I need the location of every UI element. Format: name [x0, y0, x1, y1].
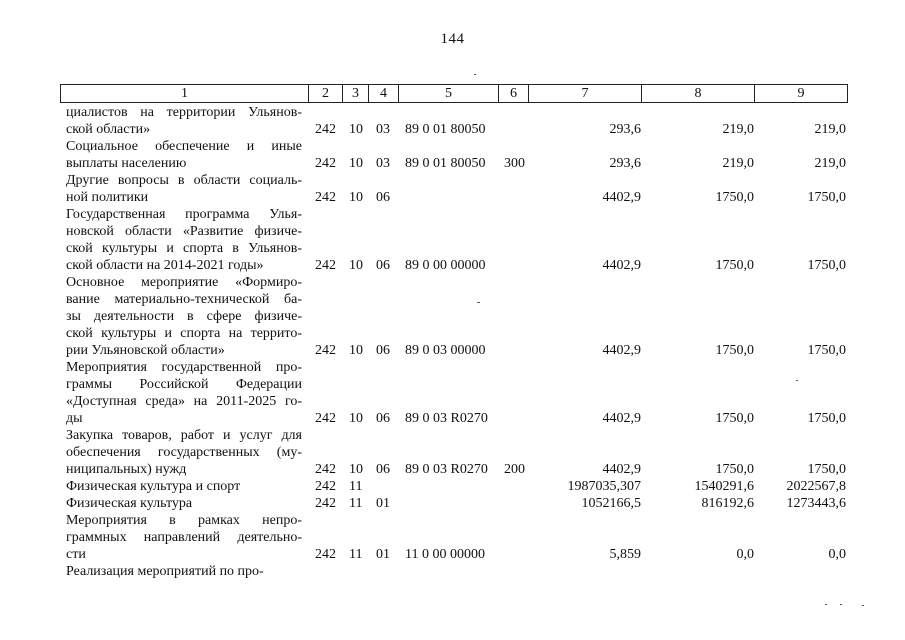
amount-year-1: 293,6	[609, 156, 641, 171]
target-article-code: 89 0 03 R0270	[405, 411, 488, 426]
amount-year-1: 293,6	[609, 122, 641, 137]
header-col-8: 8	[641, 84, 754, 103]
subsection-code: 03	[376, 156, 390, 171]
amount-year-3: 0,0	[828, 547, 846, 562]
row-description	[66, 495, 302, 512]
amount-year-2: 1750,0	[715, 411, 754, 426]
description-line: рии Ульяновской области»	[66, 343, 225, 358]
section-code: 10	[349, 411, 363, 426]
amount-year-3: 219,0	[814, 122, 846, 137]
description-line: Основное мероприятие «Формиро-	[66, 275, 302, 290]
row-description	[66, 359, 302, 427]
description-line: Другие вопросы в области социаль-	[66, 173, 302, 188]
table-row	[60, 206, 848, 274]
description-line: граммных направлений деятельно-	[66, 530, 302, 545]
header-col-5: 5	[398, 84, 498, 103]
header-col-4: 4	[368, 84, 398, 103]
table-header-row	[60, 84, 848, 103]
header-col-7: 7	[528, 84, 641, 103]
section-code: 10	[349, 156, 363, 171]
header-col-2: 2	[308, 84, 342, 103]
description-line: вание материально-технической ба-	[66, 292, 302, 307]
amount-year-2: 1750,0	[715, 343, 754, 358]
description-line: граммы Российской Федерации	[66, 377, 302, 392]
table-row	[60, 138, 848, 172]
amount-year-1: 4402,9	[602, 462, 641, 477]
target-article-code: 89 0 03 R0270	[405, 462, 488, 477]
description-line: Мероприятия в рамках непро-	[66, 513, 302, 528]
row-description	[66, 138, 302, 172]
section-code: 10	[349, 190, 363, 205]
header-col-3: 3	[342, 84, 368, 103]
description-line: ской культуры и спорта на террито-	[66, 326, 302, 341]
section-code: 11	[349, 479, 363, 494]
section-code: 11	[349, 496, 363, 511]
ministry-code: 242	[315, 122, 336, 137]
description-line: ской области»	[66, 122, 151, 137]
scan-speck	[840, 604, 842, 605]
subsection-code: 01	[376, 496, 390, 511]
description-line: новской области «Развитие физиче-	[66, 224, 302, 239]
description-line: ской культуры и спорта в Ульянов-	[66, 241, 302, 256]
section-code: 11	[349, 547, 363, 562]
table-row	[60, 104, 848, 138]
amount-year-2: 0,0	[736, 547, 754, 562]
amount-year-1: 1987035,307	[567, 479, 641, 494]
row-description	[66, 512, 302, 563]
table-row	[60, 512, 848, 563]
description-line: Мероприятия государственной про-	[66, 360, 302, 375]
target-article-code: 89 0 01 80050	[405, 156, 486, 171]
description-line: циалистов на территории Ульянов-	[66, 105, 302, 120]
amount-year-2: 1750,0	[715, 190, 754, 205]
amount-year-3: 1750,0	[807, 343, 846, 358]
ministry-code: 242	[315, 462, 336, 477]
amount-year-3: 1750,0	[807, 258, 846, 273]
description-line: выплаты населению	[66, 156, 187, 171]
section-code: 10	[349, 258, 363, 273]
section-code: 10	[349, 122, 363, 137]
table-row	[60, 427, 848, 478]
description-line: Физическая культура	[66, 496, 193, 511]
ministry-code: 242	[315, 479, 336, 494]
amount-year-2: 1540291,6	[694, 479, 754, 494]
ministry-code: 242	[315, 496, 336, 511]
subsection-code: 03	[376, 122, 390, 137]
row-description	[66, 478, 302, 495]
header-col-9: 9	[754, 84, 848, 103]
description-line: сти	[66, 547, 86, 562]
amount-year-3: 1750,0	[807, 411, 846, 426]
target-article-code: 89 0 01 80050	[405, 122, 486, 137]
amount-year-1: 4402,9	[602, 258, 641, 273]
subsection-code: 06	[376, 258, 390, 273]
description-line: зы деятельности в сфере физиче-	[66, 309, 302, 324]
description-line: ной политики	[66, 190, 149, 205]
expense-type-code: 200	[504, 462, 525, 477]
row-description	[66, 427, 302, 478]
description-line: Социальное обеспечение и иные	[66, 139, 302, 154]
amount-year-2: 1750,0	[715, 258, 754, 273]
header-col-1: 1	[60, 84, 308, 103]
target-article-code: 89 0 03 00000	[405, 343, 486, 358]
amount-year-1: 4402,9	[602, 343, 641, 358]
expense-type-code: 300	[504, 156, 525, 171]
subsection-code: 06	[376, 190, 390, 205]
ministry-code: 242	[315, 343, 336, 358]
section-code: 10	[349, 462, 363, 477]
amount-year-3: 1273443,6	[786, 496, 846, 511]
amount-year-3: 1750,0	[807, 190, 846, 205]
row-description	[66, 563, 302, 580]
ministry-code: 242	[315, 190, 336, 205]
description-line: «Доступная среда» на 2011-2025 го-	[66, 394, 302, 409]
scan-speck	[477, 302, 480, 303]
description-line: Реализация мероприятий по про-	[66, 564, 264, 579]
header-col-6: 6	[498, 84, 528, 103]
table-row	[60, 478, 848, 495]
subsection-code: 06	[376, 343, 390, 358]
amount-year-2: 816192,6	[701, 496, 754, 511]
page-number: 144	[440, 31, 465, 47]
amount-year-2: 219,0	[722, 122, 754, 137]
scan-speck	[825, 604, 827, 605]
table-row	[60, 495, 848, 512]
amount-year-2: 1750,0	[715, 462, 754, 477]
row-description	[66, 206, 302, 274]
scan-speck	[862, 605, 864, 606]
table-row	[60, 359, 848, 427]
table-row	[60, 172, 848, 206]
table-row	[60, 274, 848, 359]
amount-year-3: 1750,0	[807, 462, 846, 477]
description-line: Государственная программа Улья-	[66, 207, 302, 222]
amount-year-1: 4402,9	[602, 190, 641, 205]
row-description	[66, 274, 302, 359]
ministry-code: 242	[315, 547, 336, 562]
description-line: ды	[66, 411, 83, 426]
subsection-code: 06	[376, 462, 390, 477]
amount-year-3: 2022567,8	[786, 479, 846, 494]
ministry-code: 242	[315, 411, 336, 426]
ministry-code: 242	[315, 156, 336, 171]
budget-table	[60, 84, 848, 640]
row-description	[66, 172, 302, 206]
row-description	[66, 104, 302, 138]
description-line: обеспечения государственных (му-	[66, 445, 302, 460]
description-line: Физическая культура и спорт	[66, 479, 241, 494]
description-line: Закупка товаров, работ и услуг для	[66, 428, 302, 443]
table-row	[60, 563, 848, 580]
amount-year-1: 1052166,5	[581, 496, 641, 511]
ministry-code: 242	[315, 258, 336, 273]
description-line: ниципальных) нужд	[66, 462, 187, 477]
target-article-code: 89 0 00 00000	[405, 258, 486, 273]
amount-year-1: 5,859	[609, 547, 641, 562]
scan-speck	[796, 380, 798, 381]
amount-year-2: 219,0	[722, 156, 754, 171]
section-code: 10	[349, 343, 363, 358]
scan-speck	[474, 74, 476, 75]
amount-year-1: 4402,9	[602, 411, 641, 426]
description-line: ской области на 2014-2021 годы»	[66, 258, 264, 273]
subsection-code: 06	[376, 411, 390, 426]
target-article-code: 11 0 00 00000	[405, 547, 485, 562]
amount-year-3: 219,0	[814, 156, 846, 171]
subsection-code: 01	[376, 547, 390, 562]
